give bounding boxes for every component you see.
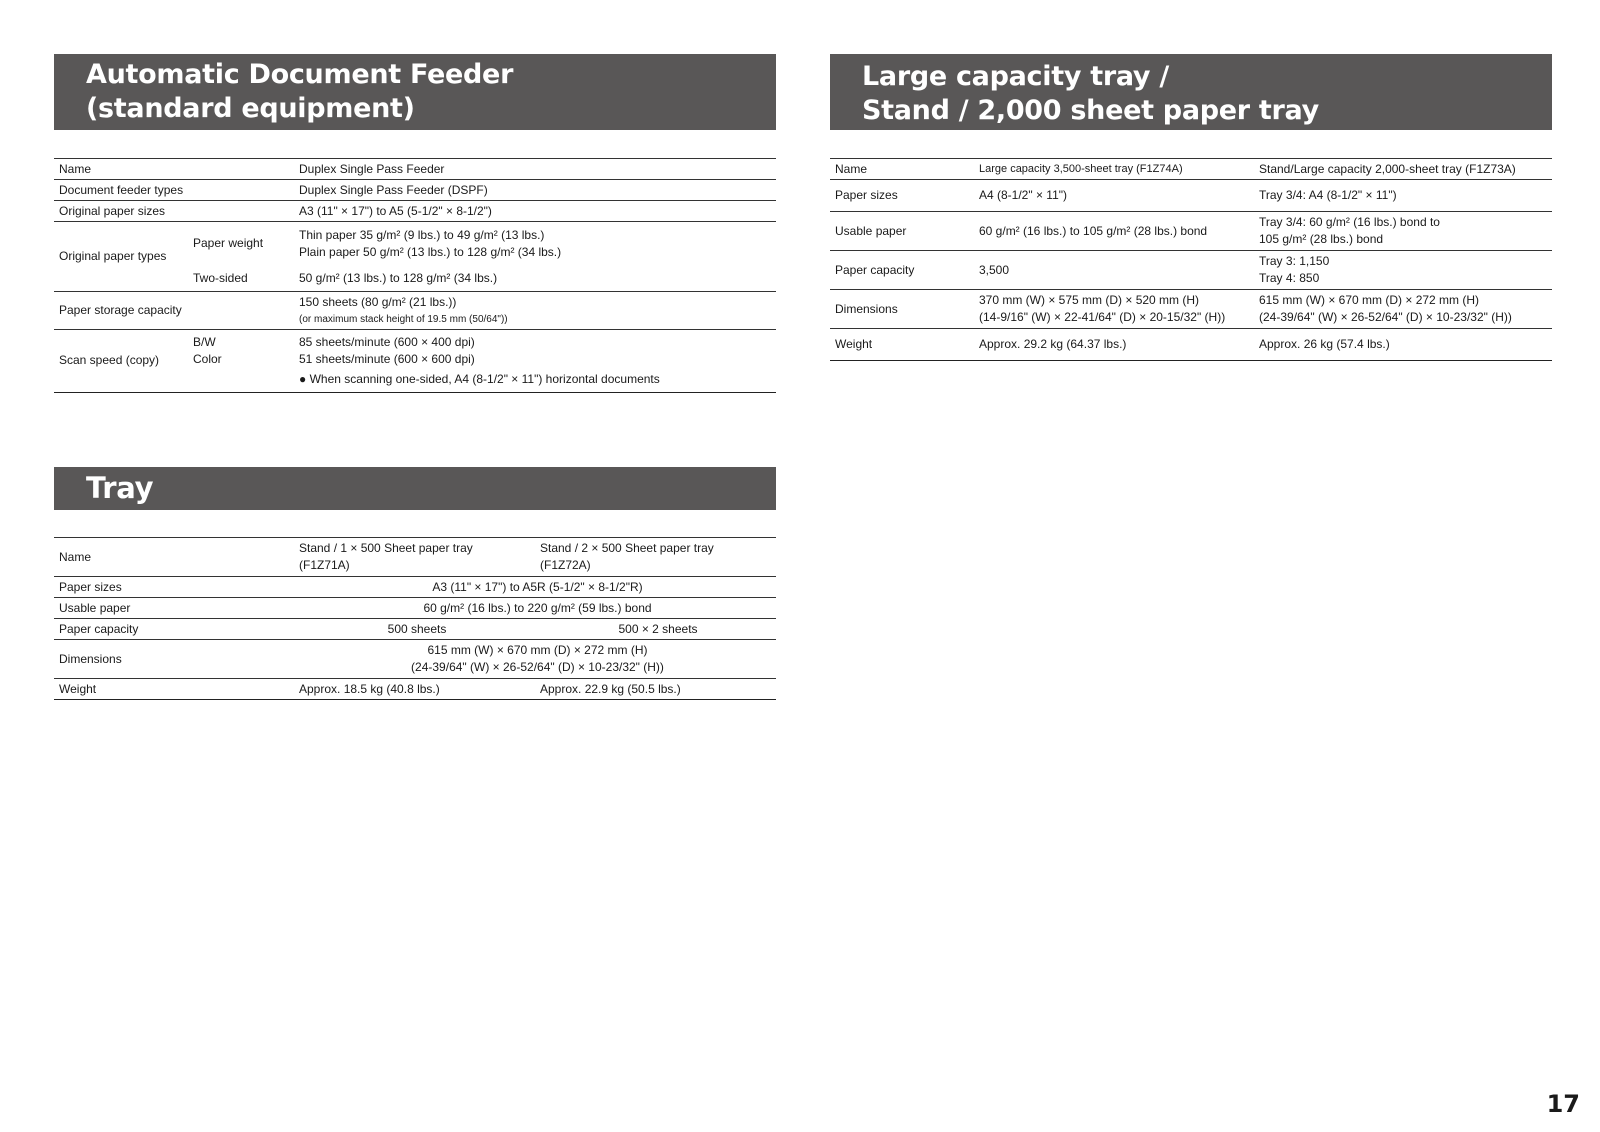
row-label: Original paper sizes — [59, 203, 166, 218]
tray-section — [54, 467, 776, 700]
row-value: Approx. 26 kg (57.4 lbs.) — [1259, 337, 1390, 351]
adf-section — [54, 54, 776, 393]
row-value: Approx. 29.2 kg (64.37 lbs.) — [979, 337, 1127, 351]
row-value: Approx. 22.9 kg (50.5 lbs.) — [540, 681, 681, 696]
tray-name-col1-line1: Stand / 1 × 500 Sheet paper tray — [299, 541, 473, 555]
tray-name-col2-line2: (F1Z72A) — [540, 558, 591, 572]
row-value — [1254, 212, 1552, 251]
lct-dim-col2-line2: (24-39/64" (W) × 26-52/64" (D) × 10-23/32" (H)) — [1259, 310, 1512, 324]
row-label: Usable paper — [835, 223, 907, 238]
lct-dim-col2-line1: 615 mm (W) × 670 mm (D) × 272 mm (H) — [1259, 293, 1480, 307]
row-label: Usable paper — [59, 600, 131, 615]
storage-line1: 150 sheets (80 g/m² (21 lbs.)) — [299, 294, 457, 309]
row-value — [974, 290, 1254, 329]
row-label: Paper capacity — [835, 262, 915, 277]
tray-spec-table — [54, 537, 776, 700]
table-row — [54, 679, 776, 700]
table-row — [54, 159, 776, 180]
lct-title-banner — [830, 54, 1552, 130]
table-row — [54, 222, 776, 266]
lct-section — [830, 54, 1552, 361]
table-row — [54, 292, 776, 330]
row-value: 500 × 2 sheets — [618, 621, 698, 636]
empty-cell — [188, 368, 294, 392]
row-label: Weight — [59, 681, 97, 696]
row-label: Weight — [835, 337, 873, 351]
row-value: 50 g/m² (13 lbs.) to 128 g/m² (34 lbs.) — [299, 270, 498, 285]
tray-name-col1-line2: (F1Z71A) — [299, 558, 350, 572]
lct-usable-col2-line2: 105 g/m² (28 lbs.) bond — [1259, 232, 1384, 246]
storage-line2: (or maximum stack height of 19.5 mm (50/64")) — [299, 313, 508, 325]
row-value: Tray 3/4: A4 (8-1/2" × 11") — [1259, 188, 1397, 202]
lct-dim-col1-line1: 370 mm (W) × 575 mm (D) × 520 mm (H) — [979, 293, 1200, 307]
lct-capacity-col2-line2: Tray 4: 850 — [1259, 271, 1320, 285]
adf-title-banner — [54, 54, 776, 130]
table-row — [54, 619, 776, 640]
row-label: Document feeder types — [59, 182, 184, 197]
row-sublabel: Two-sided — [193, 270, 248, 285]
paper-weight-line2: Plain paper 50 g/m² (13 lbs.) to 128 g/m² (34 lbs.) — [299, 244, 562, 259]
row-sublabel: Paper weight — [193, 236, 264, 251]
row-label: Dimensions — [59, 651, 122, 666]
lct-usable-col2-line1: Tray 3/4: 60 g/m² (16 lbs.) bond to — [1259, 215, 1440, 229]
row-value: Duplex Single Pass Feeder — [299, 161, 445, 176]
adf-spec-table — [54, 158, 776, 393]
table-row — [54, 180, 776, 201]
lct-dim-col1-line2: (14-9/16" (W) × 22-41/64" (D) × 20-15/32" (H)) — [979, 310, 1226, 324]
row-value — [1254, 290, 1552, 329]
row-value — [294, 640, 776, 679]
table-row — [54, 538, 776, 577]
table-row — [830, 159, 1552, 180]
adf-title-line1: Automatic Document Feeder — [86, 59, 514, 90]
row-value: A3 (11" × 17") to A5 (5-1/2" × 8-1/2") — [299, 203, 492, 218]
row-value: A4 (8-1/2" × 11") — [979, 188, 1068, 202]
row-value: 60 g/m² (16 lbs.) to 105 g/m² (28 lbs.) bond — [979, 223, 1208, 238]
row-label: Name — [59, 549, 92, 564]
tray-name-col2-line1: Stand / 2 × 500 Sheet paper tray — [540, 541, 714, 555]
table-row — [830, 180, 1552, 212]
adf-title-line2: (standard equipment) — [86, 93, 415, 124]
table-row — [830, 251, 1552, 290]
row-value — [1254, 251, 1552, 290]
row-value: Large capacity 3,500-sheet tray (F1Z74A) — [979, 162, 1183, 175]
tray-title: Tray — [86, 471, 154, 505]
row-label: Paper capacity — [59, 621, 139, 636]
row-value: Duplex Single Pass Feeder (DSPF) — [299, 182, 488, 197]
row-value — [535, 538, 776, 577]
lct-capacity-col2-line1: Tray 3: 1,150 — [1259, 254, 1330, 268]
scan-note: ● When scanning one-sided, A4 (8-1/2" × 11") horizontal documents — [299, 372, 660, 387]
row-label: Paper sizes — [59, 579, 122, 594]
row-value — [294, 222, 776, 266]
row-label: Original paper types — [54, 222, 188, 292]
table-row — [54, 577, 776, 598]
row-value: Stand/Large capacity 2,000-sheet tray (F1Z73A) — [1259, 161, 1516, 176]
row-label: Scan speed (copy) — [54, 330, 188, 393]
table-row — [54, 330, 776, 352]
row-value: 3,500 — [979, 262, 1010, 277]
table-row — [830, 212, 1552, 251]
tray-dim-line1: 615 mm (W) × 670 mm (D) × 272 mm (H) — [427, 643, 648, 657]
table-row — [830, 329, 1552, 361]
row-label: Paper storage capacity — [59, 303, 182, 317]
table-row — [54, 201, 776, 222]
lct-title-line2: Stand / 2,000 sheet paper tray — [862, 95, 1319, 126]
row-value: Approx. 18.5 kg (40.8 lbs.) — [299, 681, 440, 696]
row-label: Paper sizes — [835, 188, 898, 202]
row-value: 51 sheets/minute (600 × 600 dpi) — [299, 352, 475, 366]
tray-title-banner — [54, 467, 776, 510]
table-row — [830, 290, 1552, 329]
row-sublabel: Color — [193, 352, 222, 366]
lct-spec-table — [830, 158, 1552, 361]
page-number: 17 — [1546, 1090, 1580, 1118]
lct-title-line1: Large capacity tray / — [862, 61, 1169, 92]
row-label: Name — [835, 161, 868, 176]
table-row — [54, 598, 776, 619]
row-value: 500 sheets — [387, 621, 447, 636]
tray-dim-line2: (24-39/64" (W) × 26-52/64" (D) × 10-23/32" (H)) — [411, 660, 664, 674]
row-value — [294, 538, 535, 577]
row-label: Name — [59, 161, 92, 176]
row-label: Dimensions — [835, 301, 898, 316]
row-value — [294, 292, 776, 330]
row-value: 85 sheets/minute (600 × 400 dpi) — [299, 335, 475, 349]
table-row — [54, 640, 776, 679]
row-sublabel: B/W — [193, 335, 216, 349]
paper-weight-line1: Thin paper 35 g/m² (9 lbs.) to 49 g/m² (13 lbs.) — [299, 227, 545, 242]
row-value: A3 (11" × 17") to A5R (5-1/2" × 8-1/2"R) — [432, 579, 643, 594]
row-value: 60 g/m² (16 lbs.) to 220 g/m² (59 lbs.) bond — [423, 600, 652, 615]
